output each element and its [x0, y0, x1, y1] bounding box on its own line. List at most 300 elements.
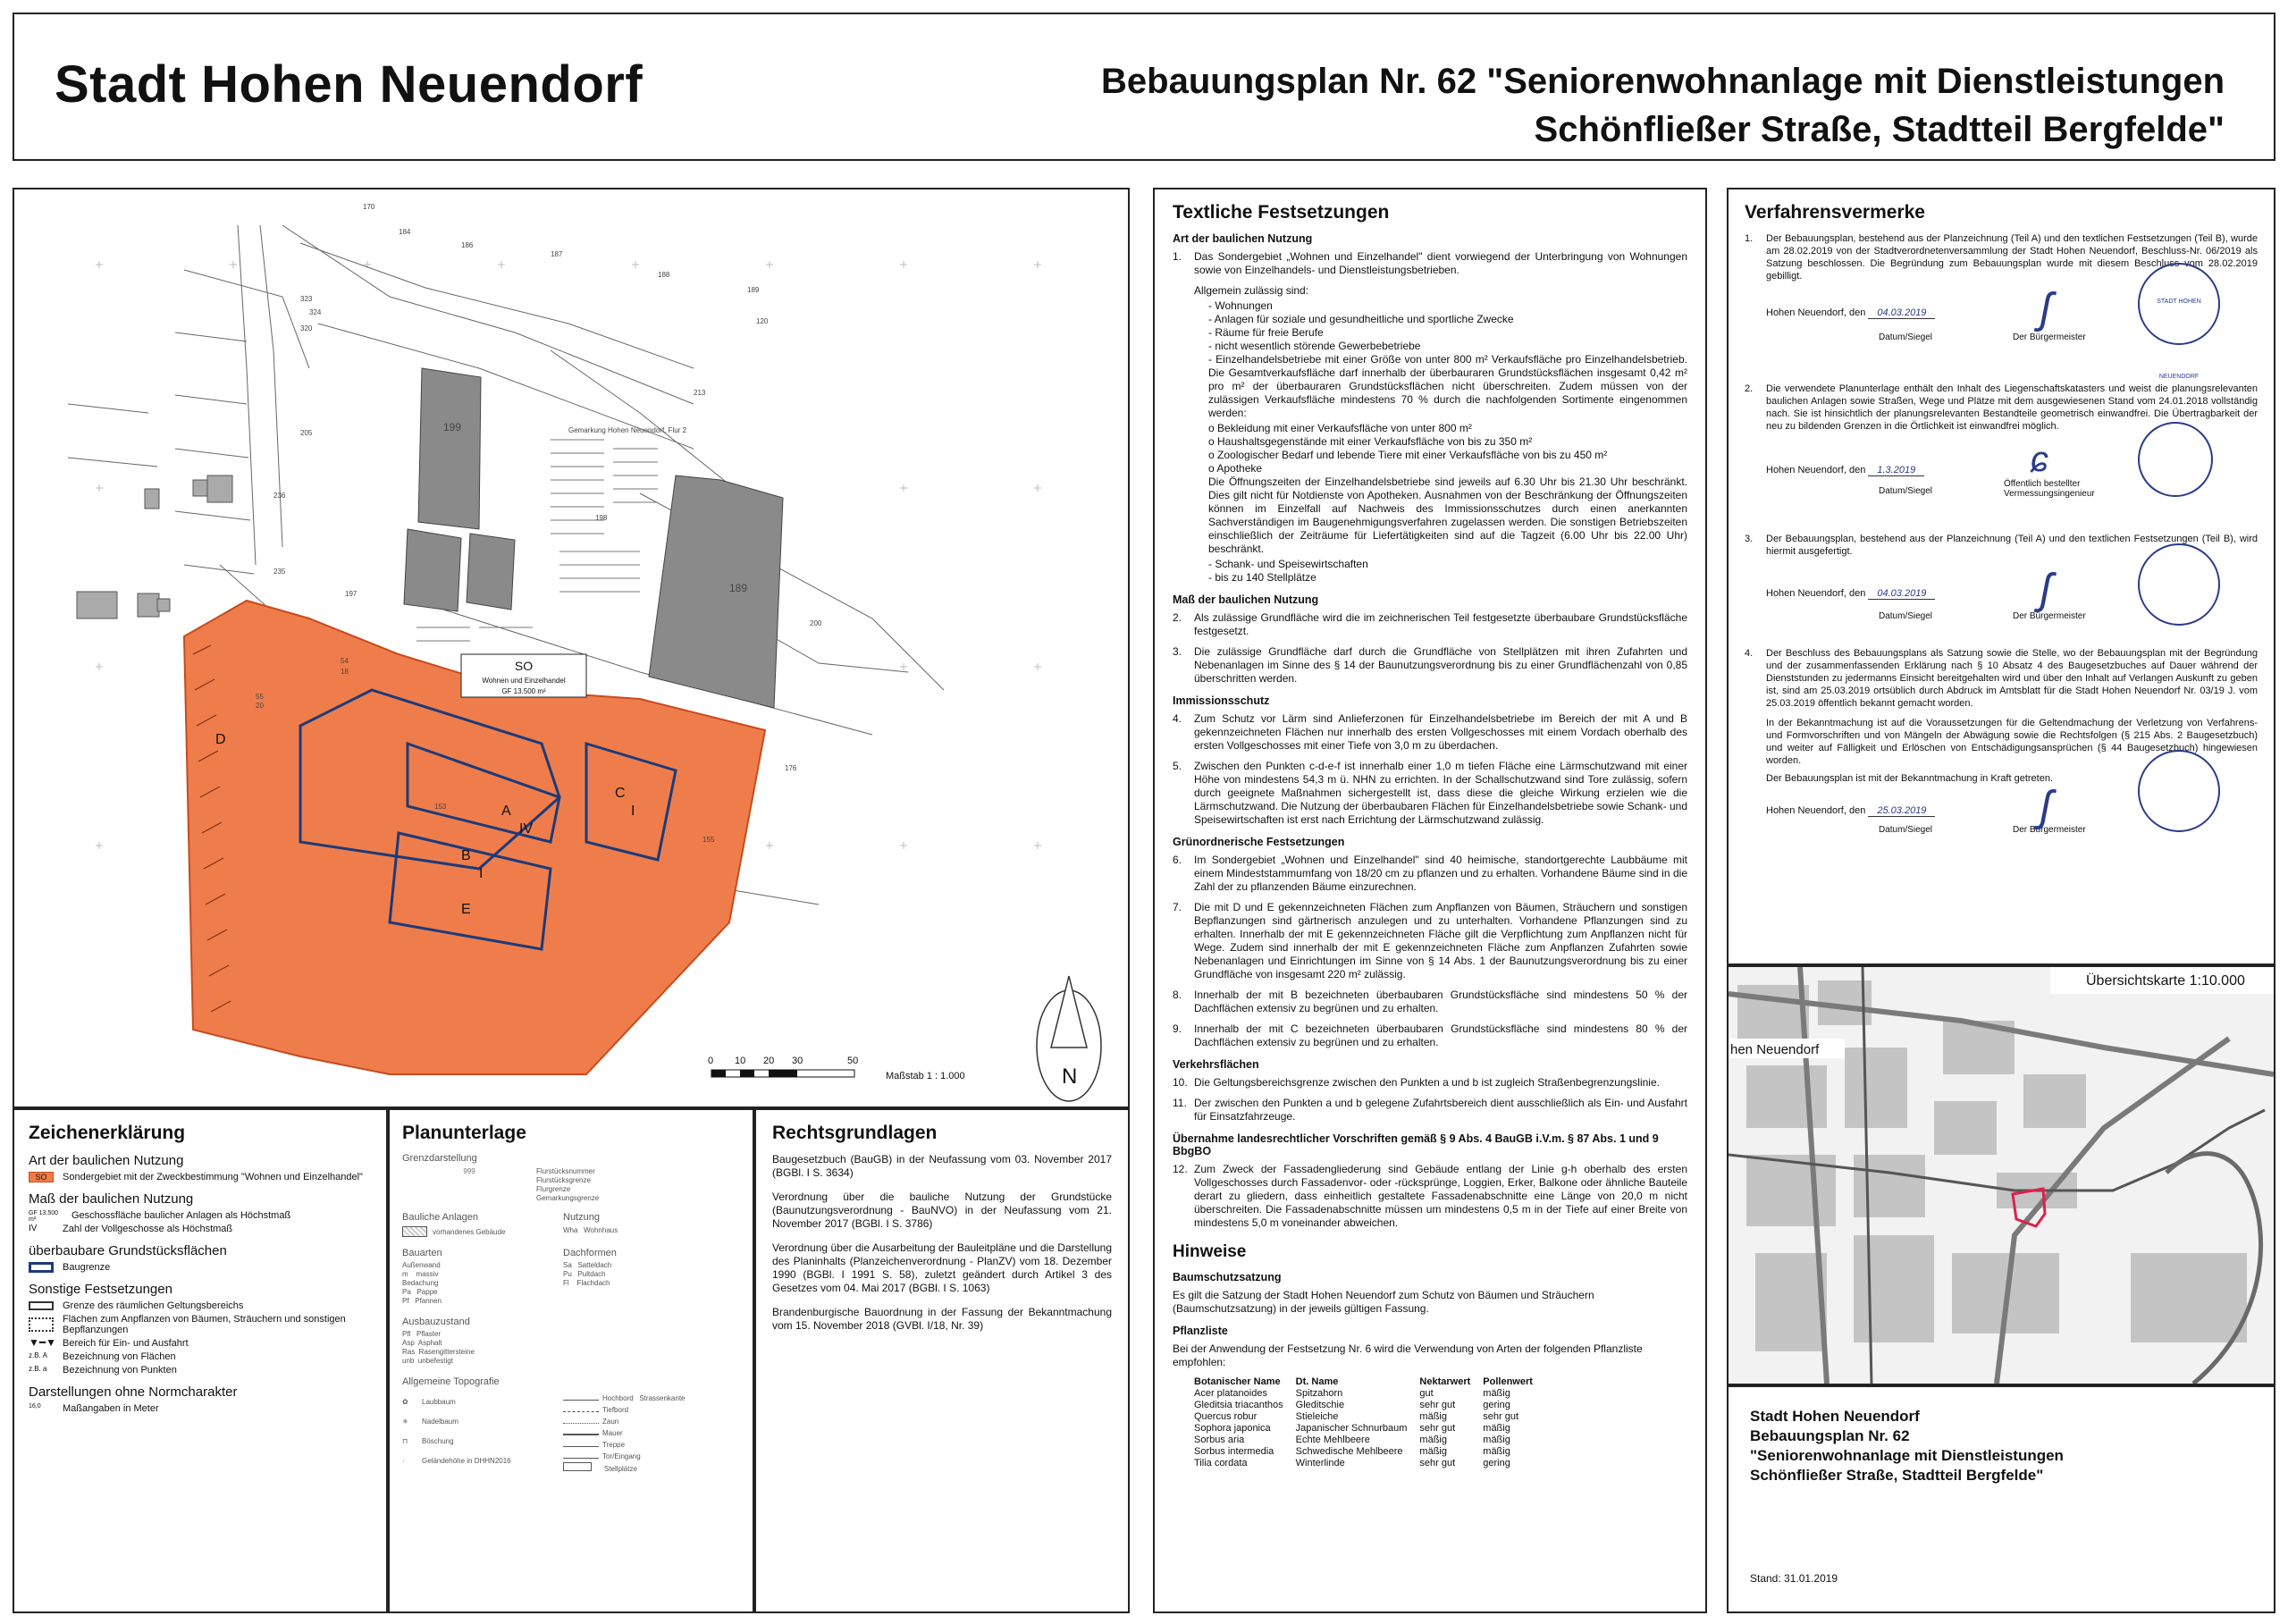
dach-item: Sa Satteldach [563, 1261, 612, 1269]
festsetzung-12-text: Zum Zweck der Fassadengliederung sind Gebäude entlang der Linie g-h oberhalb des ersten Vollgeschosses durch Fassadenvor- oder -rücksprünge, Loggien, Erker, Balkone oder ähnliche Bauteile derart zu gliedern, dass einheitlich gestaltete Fassadenabschnitte eine Länge von 20,0 m nicht überschreiten. Die Fassadenabschnitte müssen um mindestens 0,5 m in der Tiefe auf einer Breite von mindestens 5,0 m voneinander abweichen. [1194, 1163, 1687, 1229]
so-label: SO [514, 659, 534, 673]
festsetzung-3: 3. Die zulässige Grundfläche darf durch die Grundfläche von Stellplätzen mit ihren Zufahrten und Nebenanlagen im Sinne des § 14 der Baunutzungsverordnung bis zu einer Grundflächenzahl von 0,85 überschritten werden. [1173, 645, 1687, 685]
date-2: 1.3.2019 [1868, 465, 1924, 476]
header-plan-title [1101, 57, 2225, 154]
parcel-num-19: 176 [785, 764, 797, 772]
gemarkung-label: Gemarkung Hohen Neuendorf, Flur 2 [568, 426, 687, 434]
vermerk-3-text: Der Bebauungsplan, bestehend aus der Planzeichnung (Teil A) und den textlichen Festsetzungen (Teil B), wird hiermit ausgefertigt. [1766, 534, 2258, 557]
zaun-line [563, 1423, 599, 1424]
bauart-item: m massiv [402, 1270, 439, 1278]
bauarten-row [402, 1248, 740, 1306]
parcel-num-16: 198 [595, 514, 608, 522]
legend-sonst-title: Sonstige Festsetzungen [29, 1282, 172, 1297]
grenz-item: Flurstücksnummer [536, 1167, 595, 1175]
festsetzung-8: 8. Innerhalb der mit B bezeichneten überbaubaren Grundstücksfläche sind mindestens 50 % der Dachflächen extensiv zu begrünen und zu erhalten. [1173, 989, 1687, 1014]
festsetzung-10: 10. Die Geltungsbereichsgrenze zwischen den Punkten a und b ist zugleich Straßenbegrenzungslinie. [1173, 1076, 1687, 1090]
parcel-num-20: 155 [702, 836, 715, 844]
planunterlage-title: Planunterlage [402, 1123, 526, 1143]
ausbau-title: Ausbauzustand [402, 1317, 470, 1327]
vermerk-2: 2. Die verwendete Planunterlage enthält den Inhalt des Liegenschaftskatasters und weist die planungsrelevanten baulichen Anlagen sowie Straßen, Wege und Plätze mit dem ausgewiesenen Stand vom 24.01.2018 vollständig nach. Sie ist hinsichtlich der planungsrelevanten Bestandteile geometrisch einwandfrei. Die Übertragbarkeit der neu zu bildenden Grenzen in die Örtlichkeit ist einwandfrei möglich. [1745, 383, 2258, 432]
parcel-num-5: 189 [747, 286, 760, 294]
dachformen-title: Dachformen [563, 1248, 617, 1258]
grenz-block [402, 1167, 740, 1203]
nadelbaum-icon: ✳ [402, 1418, 408, 1426]
topo-item: Nadelbaum [422, 1418, 458, 1426]
pflanzliste-table [1194, 1376, 1545, 1469]
datum-siegel-label: Datum/Siegel [1879, 611, 1933, 621]
topo-item: Tor/Eingang [602, 1452, 641, 1460]
legend-gf-row [29, 1210, 372, 1221]
table-cell: Sorbus aria [1194, 1435, 1245, 1445]
table-cell: Gleditsia triacanthos [1194, 1400, 1283, 1410]
titleblock-l1: Stadt Hohen Neuendorf [1750, 1408, 1920, 1425]
festsetzung-1: 1. Das Sondergebiet „Wohnen und Einzelhandel" dient vorwiegend der Unterbringung von Wohnungen sowie von Einzelhandels- und Dienstleistungsbetrieben. [1173, 250, 1687, 276]
table-cell: mäßig [1483, 1446, 1510, 1457]
gf-symbol: GF 13.500 m² [29, 1210, 59, 1223]
festsetzung-8-text: Innerhalb der mit B bezeichneten überbaubaren Grundstücksfläche sind mindestens 50 % der Dachflächen extensiv zu begrünen und zu erhalten. [1194, 989, 1687, 1014]
topo-item: Geländehöhe in DHHN2016 [422, 1457, 511, 1465]
textliche-panel [1153, 188, 1707, 1613]
legend-mass-title: Maß der baulichen Nutzung [29, 1191, 194, 1207]
legend-so-row [29, 1172, 372, 1182]
festsetzung-6: 6. Im Sondergebiet „Wohnen und Einzelhandel" sind 40 heimische, standortgerechte Laubbäume mit einem Mindeststammumfang von 18/20 cm zu pflanzen und zu erhalten. Vorhandene Bäume sind in die Zahl der zu pflanzenden Bäume einzurechnen. [1173, 854, 1687, 893]
vermerk-4b: In der Bekanntmachung ist auf die Voraussetzungen für die Geltendmachung der Verletzung von Verfahrens- und Formvorschriften und von Mängeln der Abwägung sowie die Rechtsfolgen (§ 215 Abs. 2 Baugesetzbuch) und weiter auf Fälligkeit und Erlöschen von Entschädigungsansprüchen (§ 44 Baugesetzbuch) hingewiesen worden. [1766, 718, 2258, 766]
table-row [1194, 1446, 1545, 1458]
parcel-num-25: 20 [256, 702, 264, 710]
table-header-row [1194, 1376, 1545, 1388]
area-label-i2: I [631, 804, 635, 819]
iv-symbol: IV [29, 1224, 38, 1233]
parcel-num-23: 18 [341, 668, 349, 676]
festsetzung-2: 2. Als zulässige Grundfläche wird die im zeichnerischen Teil festgesetzte überbaubare Grundstücksfläche festgesetzt. [1173, 611, 1687, 637]
festsetzung-2-text: Als zulässige Grundfläche wird die im zeichnerischen Teil festgesetzte überbaubare Grundstücksfläche festgesetzt. [1194, 611, 1687, 637]
header-plan-line2: Schönfließer Straße, Stadtteil Bergfelde" [1534, 110, 2225, 149]
festsetzung-7-text: Die mit D und E gekennzeichneten Flächen zum Anpflanzen von Bäumen, Sträuchern und sonstigen Bepflanzungen sind gärtnerisch anzulegen und zu unterhalten. Vorhandene Pflanzungen sind zu erhalten. Innerhalb der mit E gekennzeichneten Fläche gilt die Verpflichtung zum Anpflanzen nicht für Wege. Zudem sind innerhalb der mit E gekennzeichneten Fläche zum Anpflanzen Zufahrten sowie Nebenanlagen und Einrichtungen im Sinne von § 14 Abs. 1 der Baunutzungsverordnung bis zu einer Grundfläche von insgesamt 220 m² zulässig. [1194, 901, 1687, 980]
so-use-label: Wohnen und Einzelhandel [482, 677, 566, 685]
baumschutz-text: Es gilt die Satzung der Stadt Hohen Neuendorf zum Schutz von Bäumen und Sträuchern (Baumschutzsatzung) in der jeweils gültigen Fassung. [1173, 1289, 1594, 1315]
bauart-item: Außenwand [402, 1261, 441, 1269]
bauart-item: Pa Pappe [402, 1288, 438, 1296]
table-cell: gut [1419, 1388, 1434, 1399]
list-item: - Wohnungen [1208, 299, 1687, 313]
sign-block-3 [1745, 565, 2258, 636]
topo-title: Allgemeine Topografie [402, 1376, 500, 1387]
legend-punkte-text: Bezeichnung von Punkten [63, 1365, 177, 1376]
sub-mass: Maß der baulichen Nutzung [1173, 593, 1319, 606]
table-row [1194, 1458, 1545, 1469]
table-cell: Echte Mehlbeere [1295, 1435, 1370, 1445]
festsetzung-5: 5. Zwischen den Punkten c-d-e-f ist innerhalb einer 1,0 m tiefen Fläche eine Lärmschutzwand mit einer Höhe von mindestens 54,3 m ü. NHN zu errichten. In der Schallschutzwand sind Tore zulässig, sofern durch geeignete Maßnahmen sichergestellt ist, dass diese die gleiche Wirkung erzielen wie die Lärmschutzwand. Die Nutzung der überbaubaren Flächen für Einzelhandelsbetriebe sowie Schank- und Speisewirtschaften ist erst nach Errichtung der Lärmschutzwand zulässig. [1173, 760, 1687, 826]
list-item: o Apotheke [1208, 462, 1687, 475]
festsetzung-12: 12. Zum Zweck der Fassadengliederung sind Gebäude entlang der Linie g-h oberhalb des ersten Vollgeschosses durch Fassadenvor- oder -rücksprünge, Loggien, Erker, Balkone oder ähnliche Bauteile derart zu gliedern, dass einheitlich gestaltete Fassadenabschnitte eine Länge von 20,0 m nicht überschreiten. Die Fassadenabschnitte müssen um mindestens 0,5 m in der Tiefe auf einer Breite von mindestens 5,0 m voneinander abweichen. [1173, 1163, 1687, 1229]
topo-item: Treppe [602, 1441, 626, 1449]
dach-item: Pu Pultdach [563, 1270, 606, 1278]
hoehe-icon: · [402, 1457, 405, 1465]
parcel-num-14: 197 [345, 590, 358, 598]
table-cell: Tilia cordata [1194, 1458, 1248, 1468]
table-row [1194, 1388, 1545, 1400]
table-cell: Sorbus intermedia [1194, 1446, 1274, 1457]
titleblock-panel [1727, 1385, 2275, 1613]
topo-block [402, 1376, 740, 1475]
parcel-num-0: 170 [363, 203, 375, 211]
vermerk-3: 3. Der Bebauungsplan, bestehend aus der Planzeichnung (Teil A) und den textlichen Festsetzungen (Teil B), wird hiermit ausgefertigt. [1745, 534, 2258, 557]
date-1: 04.03.2019 [1868, 307, 1935, 319]
overview-place: hen Neuendorf [1730, 1042, 1820, 1057]
baugrenze-symbol [29, 1262, 54, 1273]
festsetzung-9: 9. Innerhalb der mit C bezeichneten überbaubaren Grundstücksfläche sind mindestens 80 % der Dachflächen extensiv zu begrünen und zu erhalten. [1173, 1022, 1687, 1048]
table-row [1194, 1400, 1545, 1411]
legend-baugrenze-row [29, 1262, 372, 1273]
strassenkante-text: Strassenkante [639, 1394, 686, 1402]
ausbau-item: Ras Rasengittersteine [402, 1348, 475, 1356]
wha-abbr: Wha [563, 1226, 578, 1234]
legend-massangaben-text: Maßangaben in Meter [63, 1403, 159, 1414]
seal-icon [2138, 422, 2213, 497]
table-row [1194, 1411, 1545, 1423]
parcel-num-4: 188 [658, 271, 670, 279]
legend-panel [13, 1108, 388, 1613]
scale-bar [708, 1056, 965, 1081]
legend-gf-text: Geschossfläche baulicher Anlagen als Höchstmaß [72, 1210, 291, 1221]
signature-icon: ʃ [2040, 285, 2052, 332]
bauliche-row [402, 1212, 740, 1237]
parcel-num-22: 54 [341, 657, 349, 665]
topo-item: Tiefbord [602, 1406, 629, 1414]
textliche-title: Textliche Festsetzungen [1173, 202, 1390, 223]
dach-list [563, 1261, 617, 1288]
scale-tick-0: 0 [708, 1056, 714, 1066]
table-cell: mäßig [1483, 1388, 1510, 1399]
festsetzung-9-text: Innerhalb der mit C bezeichneten überbaubaren Grundstücksfläche sind mindestens 80 % der Dachflächen extensiv zu begrünen und zu erhalten. [1194, 1022, 1687, 1048]
legend-ohne-title: Darstellungen ohne Normcharakter [29, 1384, 238, 1400]
legend-ueber-title: überbaubare Grundstücksflächen [29, 1243, 227, 1258]
treppe-line [563, 1446, 599, 1447]
bauart-item: Bedachung [402, 1279, 439, 1287]
pflanzliste-text: Bei der Anwendung der Festsetzung Nr. 6 wird die Verwendung von Arten der folgenden Pflanzliste empfohlen: [1173, 1342, 1643, 1368]
place-text: Hohen Neuendorf, den [1766, 307, 1866, 318]
legend-so-text: Sondergebiet mit der Zweckbestimmung "Wohnen und Einzelhandel" [63, 1172, 363, 1182]
area-label-b: B [461, 848, 471, 863]
boeschung-icon: ⊓ [402, 1437, 408, 1445]
table-cell: Gleditschie [1295, 1400, 1345, 1410]
scale-tick-10: 10 [735, 1056, 746, 1066]
topo-item: Laubbaum [422, 1398, 456, 1406]
bm-label: Der Bürgermeister [2013, 825, 2086, 835]
parcel-num-11: 205 [300, 429, 313, 437]
table-cell: sehr gut [1419, 1400, 1456, 1410]
titleblock-l3: "Seniorenwohnanlage mit Dienstleistungen [1750, 1447, 2064, 1464]
col-header: Pollenwert [1483, 1376, 1533, 1387]
rechts-item: Brandenburgische Bauordnung in der Fassung der Bekanntmachung vom 15. November 2018 (GVBl. I/18, Nr. 39) [772, 1306, 1112, 1332]
vermerk-4: 4. Der Beschluss des Bebauungsplans als Satzung sowie die Stelle, wo der Bebauungsplan mit der Begründung und der zusammenfassenden Erklärung nach § 10 Absatz 4 des Baugesetzbuches auf Dauer während der Dienststunden zu jedermanns Einsicht bereitgehalten wird und über den Inhalt auf Verlangen Auskunft zu geben ist, sind am 25.03.2019 ortsüblich durch Abdruck im Amtsblatt für die Stadt Hohen Neuendorf Nr. 03/19 J. vom 25.03.2019 öffentlich bekannt gemacht worden. [1745, 648, 2258, 709]
building-swatch [402, 1226, 427, 1237]
bm-label: Der Bürgermeister [2013, 611, 2086, 621]
stellplatz-icon [563, 1462, 592, 1471]
hochbord-line [563, 1400, 599, 1401]
topo-item: Stellplätze [604, 1465, 637, 1473]
place-text: Hohen Neuendorf, den [1766, 465, 1866, 475]
area-label-a: A [501, 804, 511, 819]
grenz-item: Flurgrenze [536, 1185, 571, 1193]
laubbaum-icon: ✿ [402, 1398, 408, 1406]
seal-icon [2138, 543, 2220, 626]
grenz-item: Gemarkungsgrenze [536, 1194, 600, 1202]
list-item: - nicht wesentlich störende Gewerbebetriebe [1208, 340, 1687, 353]
grenz-item: Flurstücksgrenze [536, 1176, 591, 1184]
vermess-label: Öffentlich bestellter Vermessungsingenieur [2004, 479, 2095, 499]
parcel-num-15: 199 [443, 421, 462, 433]
table-cell: gering [1483, 1400, 1510, 1410]
table-cell: mäßig [1483, 1423, 1510, 1434]
area-label-d: D [215, 732, 226, 747]
table-row [1194, 1435, 1545, 1446]
bauarten-title: Bauarten [402, 1248, 442, 1258]
table-cell: sehr gut [1419, 1423, 1456, 1434]
legend-grenze-text: Grenze des räumlichen Geltungsbereichs [63, 1300, 244, 1311]
list-item: o Zoologischer Bedarf und lebende Tiere mit einer Verkaufsfläche von bis zu 450 m² [1208, 449, 1687, 462]
festsetzung-5-text: Zwischen den Punkten c-d-e-f ist innerhalb einer 1,0 m tiefen Fläche eine Lärmschutzwand mit einer Höhe von mindestens 54,3 m ü. NHN zu errichten. In der Schallschutzwand sind Tore zulässig, sofern durch geeignete Maßnahmen sichergestellt ist, dass diese die gleiche Wirkung erzielen wie die Lärmschutzwand. Die Nutzung der überbaubaren Flächen für Einzelhandelsbetriebe sowie Schank- und Speisewirtschaften ist erst nach Errichtung der Lärmschutzwand zulässig. [1194, 760, 1687, 826]
titleblock-l4: Schönfließer Straße, Stadtteil Bergfelde" [1750, 1467, 2044, 1484]
table-cell: gering [1483, 1458, 1510, 1468]
sub-gruen: Grünordnerische Festsetzungen [1173, 836, 1345, 848]
overview-title: Übersichtskarte 1:10.000 [2086, 973, 2245, 989]
bauarten-list [402, 1261, 563, 1306]
area-label-iv: IV [519, 821, 534, 837]
rechts-item: Verordnung über die bauliche Nutzung der Grundstücke (Baunutzungsverordnung - BauNVO) in der Neufassung vom 21. November 2017 (BGBl. I S. 3786) [772, 1191, 1112, 1230]
scale-tick-30: 30 [792, 1056, 803, 1066]
table-cell: Quercus robur [1194, 1411, 1258, 1422]
table-cell: mäßig [1419, 1411, 1447, 1422]
scale-label: Maßstab 1 : 1.000 [886, 1071, 965, 1081]
legend-einfahrt-row [29, 1338, 372, 1349]
parcel-num-13: 235 [273, 568, 286, 576]
table-cell: Sophora japonica [1194, 1423, 1271, 1434]
ausbau-list [402, 1330, 740, 1366]
list-allgemein [1194, 299, 1687, 420]
table-cell: Spitzahorn [1295, 1388, 1343, 1399]
nutzung-title: Nutzung [563, 1212, 600, 1223]
bm-label: Der Bürgermeister [2013, 332, 2086, 342]
parcel-num-2: 186 [461, 241, 474, 249]
ausbau-item: unb unbefestigt [402, 1357, 453, 1365]
topo-item: Zaun [602, 1418, 619, 1426]
vermerk-4-text: Der Beschluss des Bebauungsplans als Satzung sowie die Stelle, wo der Bebauungsplan mit der Begründung und der zusammenfassenden Erklärung nach § 10 Absatz 4 des Baugesetzbuches auf Dauer während der Dienststunden zu jedermanns Einsicht bereitgehalten wird und über den Inhalt auf Verlangen Auskunft zu geben ist, sind am 25.03.2019 ortsüblich durch Abdruck im Amtsblatt für die Stadt Hohen Neuendorf Nr. 03/19 J. vom 25.03.2019 öffentlich bekannt gemacht worden. [1766, 648, 2258, 709]
festsetzung-3-text: Die zulässige Grundfläche darf durch die Grundfläche von Stellplätzen mit ihren Zufahrten und Nebenanlagen im Sinne des § 14 der Baunutzungsverordnung bis zu einer Grundflächenzahl von 0,85 überschritten werden. [1194, 645, 1687, 685]
legend-baugrenze-text: Baugrenze [63, 1262, 111, 1273]
seal-icon: STADT HOHEN NEUENDORF [2138, 263, 2220, 345]
legend-massangaben-row [29, 1403, 372, 1414]
legend-art-title: Art der baulichen Nutzung [29, 1153, 184, 1168]
pflanzliste-body [1194, 1388, 1545, 1469]
overview-map [1729, 967, 2274, 1384]
datum-siegel-label: Datum/Siegel [1879, 825, 1933, 835]
festsetzung-10-text: Die Geltungsbereichsgrenze zwischen den Punkten a und b ist zugleich Straßenbegrenzungslinie. [1194, 1076, 1660, 1089]
rechtsgrundlagen-panel [754, 1108, 1130, 1613]
rechts-item: Verordnung über die Ausarbeitung der Bauleitpläne und die Darstellung des Planinhalts (Planzeichenverordnung - PlanZV) vom 18. Dezember 1990 (BGBl. I 1991 S. 58), zuletzt geändert durch Artikel 3 des Gesetzes vom 04. Mai 2017 (BGBl. I S. 1063) [772, 1241, 1112, 1294]
parcel-num-3: 187 [551, 250, 563, 258]
overview-panel [1727, 965, 2275, 1385]
verfahren-panel [1727, 188, 2275, 965]
parcel-num-1: 184 [399, 228, 411, 236]
vermerk-4c: Der Bebauungsplan ist mit der Bekanntmachung in Kraft getreten. [1766, 773, 2054, 784]
sub-verkehr: Verkehrsflächen [1173, 1058, 1259, 1071]
legend-iv-text: Zahl der Vollgeschosse als Höchstmaß [63, 1224, 233, 1234]
festsetzung-11: 11. Der zwischen den Punkten a und b gelegene Zufahrtsbereich dient ausschließlich als Ein- und Ausfahrt für Einsatzfahrzeuge. [1173, 1097, 1687, 1123]
parcel-num-10: 320 [300, 324, 313, 332]
plan-drawing [14, 189, 1128, 1107]
topo-item: Böschung [422, 1437, 454, 1445]
table-cell: mäßig [1483, 1435, 1510, 1445]
ausbau-item: Asp Asphalt [402, 1339, 442, 1347]
north-arrow [1037, 976, 1101, 1101]
sub-pflanzliste: Pflanzliste [1173, 1325, 1228, 1337]
table-cell: mäßig [1419, 1435, 1447, 1445]
list-item: - Anlagen für soziale und gesundheitliche und sportliche Zwecke [1208, 313, 1687, 326]
einfahrt-icon: ▼━▼ [29, 1336, 56, 1349]
grenze-symbol [29, 1301, 54, 1310]
vorhandenes-text: vorhandenes Gebäude [433, 1227, 506, 1236]
table-cell: Japanischer Schnurbaum [1295, 1423, 1408, 1434]
table-cell: mäßig [1419, 1446, 1447, 1457]
parcel-num-24: 55 [256, 693, 264, 701]
col-header: Nektarwert [1419, 1376, 1471, 1387]
parcel-num-9: 324 [309, 308, 322, 316]
date-3: 04.03.2019 [1868, 588, 1935, 600]
legend-anpflanzen-row [29, 1314, 372, 1335]
parcel-num-8: 323 [300, 295, 313, 303]
legend-einfahrt-text: Bereich für Ein- und Ausfahrt [63, 1338, 189, 1349]
planunterlage-panel [388, 1108, 754, 1613]
grenz-num: 999 [463, 1167, 475, 1175]
place-text: Hohen Neuendorf, den [1766, 588, 1866, 599]
sign-block-4 [1745, 783, 2258, 848]
topo-item: Mauer [602, 1429, 623, 1437]
titleblock-l2: Bebauungsplan Nr. 62 [1750, 1427, 1910, 1444]
mauer-line [563, 1434, 599, 1435]
signature-icon: ʃ [2040, 566, 2052, 613]
festsetzung-11-text: Der zwischen den Punkten a und b gelegene Zufahrtsbereich dient ausschließlich als Ein- und Ausfahrt für Einsatzfahrzeuge. [1194, 1097, 1687, 1123]
col-header: Dt. Name [1295, 1376, 1339, 1387]
bauliche-title: Bauliche Anlagen [402, 1212, 479, 1223]
rechtsgrundlagen-title: Rechtsgrundlagen [772, 1123, 938, 1143]
parcel-num-21: 153 [434, 803, 447, 811]
date-4: 25.03.2019 [1868, 805, 1935, 817]
za-symbol: z.B. A [29, 1351, 47, 1359]
ausbau-item: Pfl Pflaster [402, 1330, 442, 1338]
header-plan-line1: Bebauungsplan Nr. 62 "Seniorenwohnanlage mit Dienstleistungen [1101, 62, 2225, 101]
anpflanzen-symbol [29, 1317, 54, 1332]
list-item: - bis zu 140 Stellplätze [1208, 571, 1687, 585]
ausbau-block [402, 1317, 740, 1366]
header-box [13, 13, 2275, 161]
festsetzung-7: 7. Die mit D und E gekennzeichneten Flächen zum Anpflanzen von Bäumen, Sträuchern und sonstigen Bepflanzungen sind gärtnerisch anzulegen und zu unterhalten. Vorhandene Pflanzungen sind zu erhalten. Innerhalb der mit E gekennzeichneten Fläche gilt die Verpflichtung zum Anpflanzen nicht für Wege. Zudem sind innerhalb der mit E gekennzeichneten Fläche zum Anpflanzen Zufahrten sowie Nebenanlagen und Einrichtungen im Sinne von § 14 Abs. 1 der Baunutzungsverordnung bis zu einer Grundfläche von insgesamt 220 m² zulässig. [1173, 901, 1687, 980]
grenz-list [536, 1167, 599, 1203]
festsetzung-4-text: Zum Schutz vor Lärm sind Anlieferzonen für Einzelhandelsbetriebe im Bereich der mit A und B gekennzeichneten Flächen nur innerhalb des ersten Vollgeschosses mit einem Vordach oberhalb des ersten Vollgeschosses mit einer Tiefe von 3,0 m zu überdachen. [1194, 712, 1687, 752]
table-row [1194, 1423, 1545, 1435]
festsetzung-4: 4. Zum Schutz vor Lärm sind Anlieferzonen für Einzelhandelsbetriebe im Bereich der mit A und B gekennzeichneten Flächen nur innerhalb des ersten Vollgeschosses mit einem Vordach oberhalb des ersten Vollgeschosses mit einer Tiefe von 3,0 m zu überdachen. [1173, 712, 1687, 752]
parcel-num-18: 200 [810, 619, 822, 627]
legend-title: Zeichenerklärung [29, 1123, 186, 1143]
legend-anpflanzen-text: Flächen zum Anpflanzen von Bäumen, Sträuchern und sonstigen Bepflanzungen [63, 1314, 346, 1335]
sub-imm: Immissionsschutz [1173, 694, 1270, 707]
festsetzung-6-text: Im Sondergebiet „Wohnen und Einzelhandel" sind 40 heimische, standortgerechte Laubbäume mit einem Mindeststammumfang von 18/20 cm zu pflanzen und zu erhalten. Vorhandene Bäume sind in die Zahl der zu pflanzenden Bäume einzurechnen. [1194, 854, 1687, 893]
signature-icon: ɕ [2031, 440, 2048, 479]
zb-symbol: z.B. a [29, 1365, 47, 1373]
datum-siegel-label: Datum/Siegel [1879, 332, 1933, 342]
verfahren-title: Verfahrensvermerke [1745, 202, 1925, 223]
table-cell: sehr gut [1419, 1458, 1456, 1468]
list-sortimente [1208, 422, 1687, 475]
hinweise-title: Hinweise [1173, 1242, 1247, 1261]
header-city: Stadt Hohen Neuendorf [55, 55, 644, 114]
legend-punkte-row [29, 1365, 372, 1376]
list-item: - Schank- und Speisewirtschaften [1208, 558, 1687, 571]
sub-landes: Übernahme landesrechtlicher Vorschriften gemäß § 9 Abs. 4 BauGB i.V.m. § 87 Abs. 1 und 9 BbgBO [1173, 1132, 1659, 1157]
grenz-title: Grenzdarstellung [402, 1153, 477, 1164]
legend-grenze-row [29, 1300, 372, 1311]
festsetzung-1-text: Das Sondergebiet „Wohnen und Einzelhandel" dient vorwiegend der Unterbringung von Wohnungen sowie von Einzelhandels- und Dienstleistungsbetrieben. [1194, 250, 1687, 276]
signature-icon: ʃ [2040, 783, 2052, 830]
sub-art: Art der baulichen Nutzung [1173, 232, 1313, 245]
map-panel [13, 188, 1130, 1108]
dach-item: Fl Flachdach [563, 1279, 610, 1287]
rechts-item: Baugesetzbuch (BauGB) in der Neufassung vom 03. November 2017 (BGBl. I S. 3634) [772, 1153, 1112, 1179]
table-cell: Acer platanoides [1194, 1388, 1267, 1399]
legend-flaechen-row [29, 1351, 372, 1362]
list-item: o Bekleidung mit einer Verkaufsfläche von unter 800 m² [1208, 422, 1687, 435]
sign-block-2 [1745, 440, 2258, 520]
bauart-item: Pf Pfannen [402, 1297, 442, 1305]
table-cell: sehr gut [1483, 1411, 1519, 1422]
mass-symbol: 16,0 [29, 1403, 41, 1409]
area-label-c: C [615, 786, 626, 801]
table-cell: Schwedische Mehlbeere [1295, 1446, 1403, 1457]
vermerk-1-text: Der Bebauungsplan, bestehend aus der Planzeichnung (Teil A) und den textlichen Festsetzungen (Teil B), wurde am 28.02.2019 von der Stadtverordnetenversammlung der Stadt Hohen Neuendorf, Beschluss-Nr. 06/2019 als Satzung beschlossen. Die Begründung zum Bebauungsplan wurde mit diesem Beschluss vom 28.02.2019 gebilligt. [1766, 233, 2258, 282]
list-item: o Haushaltsgegenstände mit einer Verkaufsfläche von bis zu 350 m² [1208, 435, 1687, 449]
vermerk-1: 1. Der Bebauungsplan, bestehend aus der Planzeichnung (Teil A) und den textlichen Festsetzungen (Teil B), wurde am 28.02.2019 von der Stadtverordnetenversammlung der Stadt Hohen Neuendorf, Beschluss-Nr. 06/2019 als Satzung beschlossen. Die Begründung zum Bebauungsplan wurde mit diesem Beschluss vom 28.02.2019 gebilligt. [1745, 233, 2258, 282]
wohnhaus-text: Wohnhaus [584, 1226, 618, 1234]
area-label-i1: I [479, 866, 484, 881]
parcel-num-6: 120 [756, 317, 769, 325]
table-cell: Winterlinde [1295, 1458, 1345, 1468]
gf-label: GF 13.500 m² [501, 687, 546, 695]
area-label-e: E [461, 902, 471, 917]
allgemein-label: Allgemein zulässig sind: [1194, 284, 1309, 297]
parcel-num-17: 189 [729, 582, 748, 594]
legend-flaechen-text: Bezeichnung von Flächen [63, 1351, 176, 1362]
scale-tick-50: 50 [847, 1056, 859, 1066]
col-header: Botanischer Name [1194, 1376, 1281, 1387]
so-symbol: SO [29, 1172, 54, 1182]
list-item: - Einzelhandelsbetriebe mit einer Größe von unter 800 m² Verkaufsfläche pro Einzelhandelsbetrieb. Die Gesamtverkaufsfläche darf innerhalb der überbauraren Grundstücksflächen insgesamt 0,42 m² pro m² der überbauraren Grundstücksflächen nicht überschreiten. Zudem müssen von der zulässigen Verkaufsfläche mindestens 70 % durch die nachfolgenden Sortimente eingenommen werden: [1208, 353, 1687, 420]
parcel-num-12: 236 [273, 492, 286, 500]
table-cell: Stieleiche [1295, 1411, 1339, 1422]
scale-tick-20: 20 [763, 1056, 775, 1066]
list-schank [1194, 558, 1687, 585]
datum-siegel-label: Datum/Siegel [1879, 486, 1933, 496]
tiefbord-line [563, 1411, 599, 1412]
oeffnungszeiten-text: Die Öffnungszeiten der Einzelhandelsbetriebe sind jeweils auf 6.30 Uhr bis 21.30 Uhr beschränkt. Dies gilt nicht für Notdienste von Apotheken. Ausnahmen von der Beschränkung der Öffnungszeiten können im Einzelfall auf Nachweis des Immissionsschutzes durch einen anerkannten Sachverständigen im Baugenehmigungsverfahren zugelassen werden. Die sonstigen Betriebszeiten einschließlich der Zeiträume für Liefertätigkeiten sind auf die Tagzeit (6.00 Uhr bis 22.00 Uhr) beschränkt. [1208, 475, 1687, 555]
topo-item: Hochbord [602, 1394, 634, 1402]
sign-block-1 [1745, 285, 2258, 380]
legend-iv-row [29, 1224, 372, 1234]
vermerk-2-text: Die verwendete Planunterlage enthält den Inhalt des Liegenschaftskatasters und weist die planungsrelevanten baulichen Anlagen sowie Straßen, Wege und Plätze mit dem ausgewiesenen Stand vom 24.01.2018 vollständig nach. Sie ist hinsichtlich der planungsrelevanten Bestandteile geometrisch einwandfrei. Die Übertragbarkeit der neu zu bildenden Grenzen in die Örtlichkeit ist einwandfrei möglich. [1766, 383, 2258, 432]
stand-text: Stand: 31.01.2019 [1750, 1572, 1838, 1585]
north-label: N [1062, 1064, 1078, 1089]
parcel-num-7: 213 [694, 389, 706, 397]
tor-line [563, 1458, 599, 1459]
